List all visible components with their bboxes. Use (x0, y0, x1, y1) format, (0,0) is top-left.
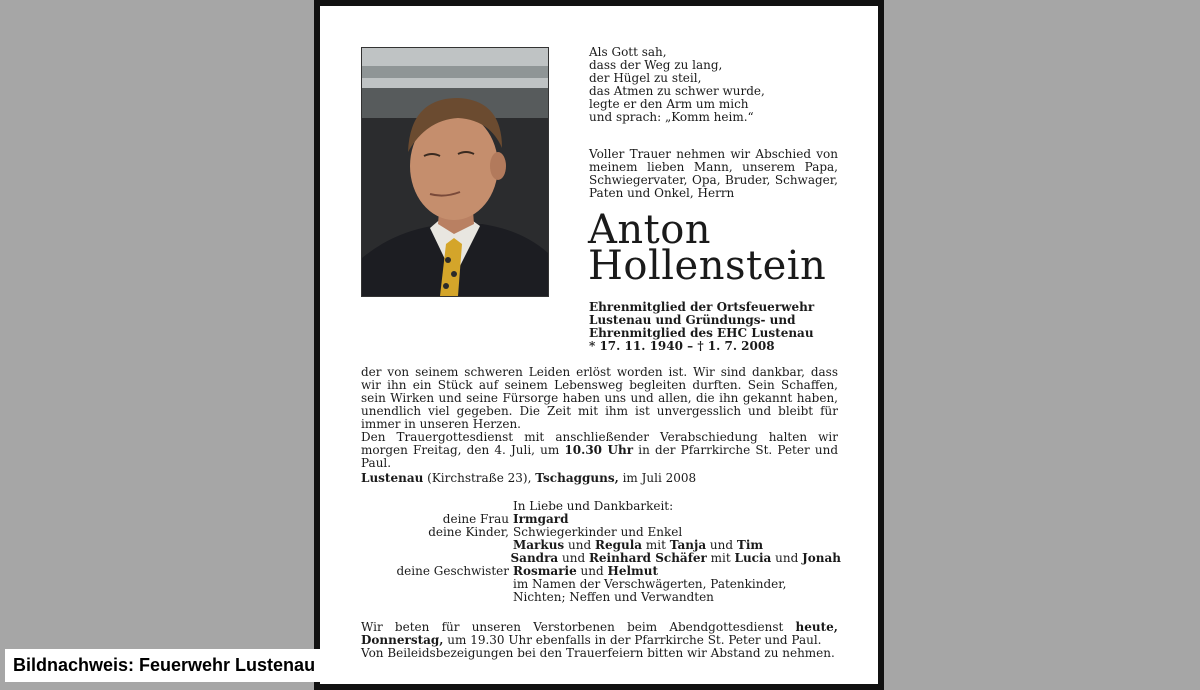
name: Regula (594, 538, 643, 552)
name: Tanja (669, 538, 707, 552)
name: Helmut (607, 564, 659, 578)
obituary-notice (314, 0, 884, 690)
relation-label: deine Frau (442, 512, 509, 526)
obituary-paper (320, 6, 878, 684)
name: Irmgard (513, 512, 569, 526)
intro-text: Voller Trauer nehmen wir Abschied von meinem lieben Mann, unserem Papa, Schwiegervater, Opa, Bruder, Schwager, Paten und Onkel, Herrn (589, 147, 838, 200)
honor-line: Ehrenmitglied des EHC Lustenau (589, 326, 814, 340)
family-list (361, 500, 841, 604)
connector: und (771, 551, 803, 565)
last-name: Hollenstein (588, 243, 827, 289)
closing-emphasis: heute, Donnerstag, (361, 620, 838, 647)
relation-label (361, 539, 513, 552)
name: Jonah (802, 551, 841, 565)
relation-label: deine Kinder, (428, 525, 509, 539)
connector: und (576, 564, 608, 578)
name: Lucia (734, 551, 772, 565)
name: Rosmarie (513, 564, 577, 578)
first-name: Anton (588, 207, 712, 253)
connector: mit (642, 538, 670, 552)
family-heading: In Liebe und Dankbarkeit: (513, 499, 674, 513)
family-row (361, 591, 841, 604)
relation-names: im Namen der Verschwägerten, Patenkinder, (513, 577, 787, 591)
honors (589, 301, 849, 353)
deceased-name (588, 207, 827, 289)
portrait-photo (361, 47, 549, 297)
date: im Juli 2008 (618, 471, 697, 485)
service-time: 10.30 Uhr (564, 443, 634, 457)
closing-text-part: um 19.30 Uhr ebenfalls in der Pfarrkirche St. Peter und Paul. (443, 633, 822, 647)
relation-names: Nichten; Neffen und Verwandten (513, 590, 714, 604)
closing-paragraph (361, 621, 838, 647)
closing-text (361, 621, 838, 660)
name: Tim (736, 538, 764, 552)
relation-label: deine Geschwister (396, 564, 509, 578)
name: Reinhard Schäfer (588, 551, 707, 565)
body-paragraph: der von seinem schweren Leiden erlöst worden ist. Wir sind dankbar, dass wir ihn ein Stück auf seinem Lebensweg begleiten durften. Sein Schaffen, sein Wirken und seine Fürsorge haben uns und allen, die ihn gekannt haben, unendlich viel gegeben. Die Zeit mit ihm ist unvergesslich und bleibt für immer in unseren Herzen. (361, 365, 838, 431)
family-row (361, 500, 841, 513)
service-paragraph (361, 431, 838, 470)
service-text: Den Trauergottesdienst mit anschließender Verabschiedung halten wir morgen Freitag, den 4. Juli, um (361, 430, 838, 457)
honor-line: Lustenau und Gründungs- und (589, 313, 796, 327)
place-date (361, 472, 696, 485)
closing-text-part: Wir beten für unseren Verstorbenen beim Abendgottesdienst (361, 620, 796, 634)
connector: und (564, 538, 595, 552)
relation-label (361, 591, 513, 604)
relation-names: Schwiegerkinder und Enkel (513, 525, 683, 539)
connector: mit (706, 551, 735, 565)
connector: und (706, 538, 737, 552)
photo-credit: Bildnachweis: Feuerwehr Lustenau (5, 649, 323, 682)
name: Sandra (510, 551, 559, 565)
name: Markus (513, 538, 565, 552)
town: Tschagguns, (535, 471, 619, 485)
service-location: in der Pfarrkirche St. Peter und Paul. (361, 443, 839, 470)
poem: Als Gott sah, dass der Weg zu lang, der Hügel zu steil, das Atmen zu schwer wurde, legte er den Arm um mich und sprach: „Komm heim.“ (589, 45, 765, 124)
town: Lustenau (361, 471, 424, 485)
closing-paragraph: Von Beileidsbezeigungen bei den Trauerfeiern bitten wir Abstand zu nehmen. (361, 646, 835, 660)
life-dates: * 17. 11. 1940 – † 1. 7. 2008 (589, 339, 775, 353)
relation-label (361, 578, 513, 591)
body-text (361, 366, 838, 470)
connector: und (558, 551, 589, 565)
address: (Kirchstraße 23), (423, 471, 536, 485)
honor-line: Ehrenmitglied der Ortsfeuerwehr (589, 300, 815, 314)
